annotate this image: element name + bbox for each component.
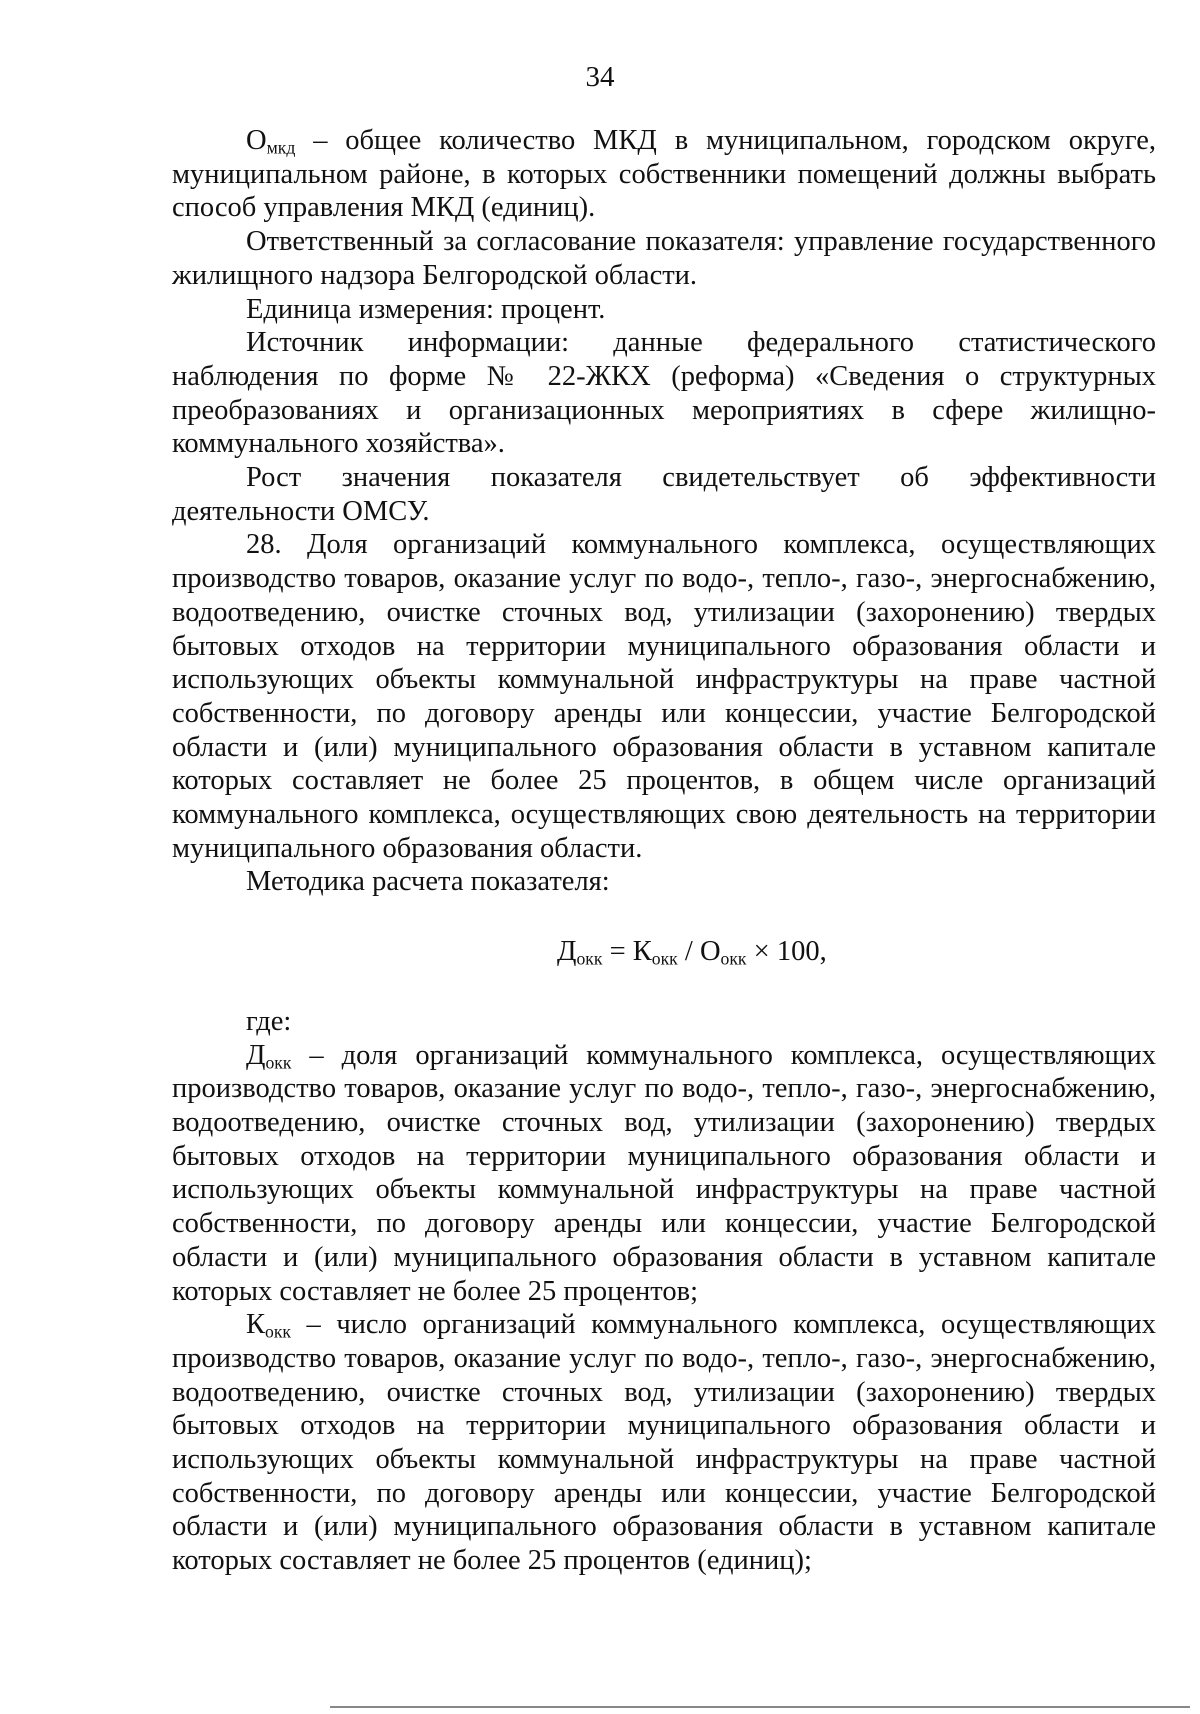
definition-dokk-text: – доля организаций коммунального комплекса, осуществляющих производство товаров, оказание услуг по водо-, тепло-, газо-, энергоснабжению, водоотведению, очистке сточных вод, утилизации (захоронению) твердых бытовых отходов на территории муниципального образования области и использующих объекты коммунальной инфраструктуры на праве частной собственности, по договору аренды или концессии, участие Белгородской области и (или) муниципального образования области в уставном капитале которых составляет не более 25 процентов;	[172, 1039, 1156, 1307]
formula	[172, 935, 1156, 969]
page-number: 34	[585, 61, 615, 93]
formula-equals: =	[602, 936, 633, 968]
definition-kokk	[172, 1308, 1156, 1578]
formula-o-subscript: окк	[720, 948, 747, 969]
formula-d-subscript: окк	[576, 948, 603, 969]
definition-omkd-text: – общее количество МКД в муниципальном, городском округе, муниципальном районе, в которых собственники помещений должны выбрать способ управления МКД (единиц).	[172, 125, 1156, 224]
source-paragraph: Источник информации: данные федерального статистического наблюдения по форме № 22-ЖКХ (реформа) «Сведения о структурных преобразованиях и организационных мероприятиях в сфере жилищно-коммунального хозяйства».	[172, 327, 1156, 460]
symbol-d: Д	[246, 1039, 266, 1071]
symbol-k: К	[246, 1309, 266, 1341]
growth-paragraph: Рост значения показателя свидетельствует об эффективности деятельности ОМСУ.	[172, 462, 1156, 527]
methodology-heading: Методика расчета показателя:	[246, 866, 610, 898]
responsible-paragraph: Ответственный за согласование показателя: управление государственного жилищного надзора Белгородской области.	[172, 226, 1156, 291]
symbol-k-subscript: окк	[265, 1321, 291, 1342]
formula-tail: × 100,	[746, 936, 827, 968]
scan-edge-line	[330, 1706, 1190, 1708]
formula-divide: /	[677, 936, 700, 968]
definition-kokk-text: – число организаций коммунального комплекса, осуществляющих производство товаров, оказание услуг по водо-, тепло-, газо-, энергоснабжению, водоотведению, очистке сточных вод, утилизации (захоронению) твердых бытовых отходов на территории муниципального образования области и использующих объекты коммунальной инфраструктуры на праве частной собственности, по договору аренды или концессии, участие Белгородской области и (или) муниципального образования области в уставном капитале которых составляет не более 25 процентов (единиц);	[172, 1309, 1156, 1577]
symbol-d-subscript: окк	[265, 1051, 292, 1072]
symbol-o-subscript: мкд	[266, 137, 296, 158]
formula-o: О	[699, 936, 721, 968]
indicator-28-paragraph: 28. Доля организаций коммунального комплекса, осуществляющих производство товаров, оказание услуг по водо-, тепло-, газо-, энергоснабжению, водоотведению, очистке сточных вод, утилизации (захоронению) твердых бытовых отходов на территории муниципального образования области и использующих объекты коммунальной инфраструктуры на праве частной собственности, по договору аренды или концессии, участие Белгородской области и (или) муниципального образования области в уставном капитале которых составляет не более 25 процентов, в общем числе организаций коммунального комплекса, осуществляющих свою деятельность на территории муниципального образования области.	[172, 529, 1156, 864]
definition-omkd	[172, 124, 1156, 225]
definition-dokk	[172, 1039, 1156, 1309]
formula-k: К	[632, 936, 652, 968]
formula-d: Д	[557, 936, 577, 968]
formula-k-subscript: окк	[651, 948, 678, 969]
document-body	[172, 124, 1156, 1578]
where-label: где:	[246, 1005, 292, 1037]
unit-paragraph: Единица измерения: процент.	[246, 293, 606, 325]
symbol-o: О	[246, 125, 267, 156]
